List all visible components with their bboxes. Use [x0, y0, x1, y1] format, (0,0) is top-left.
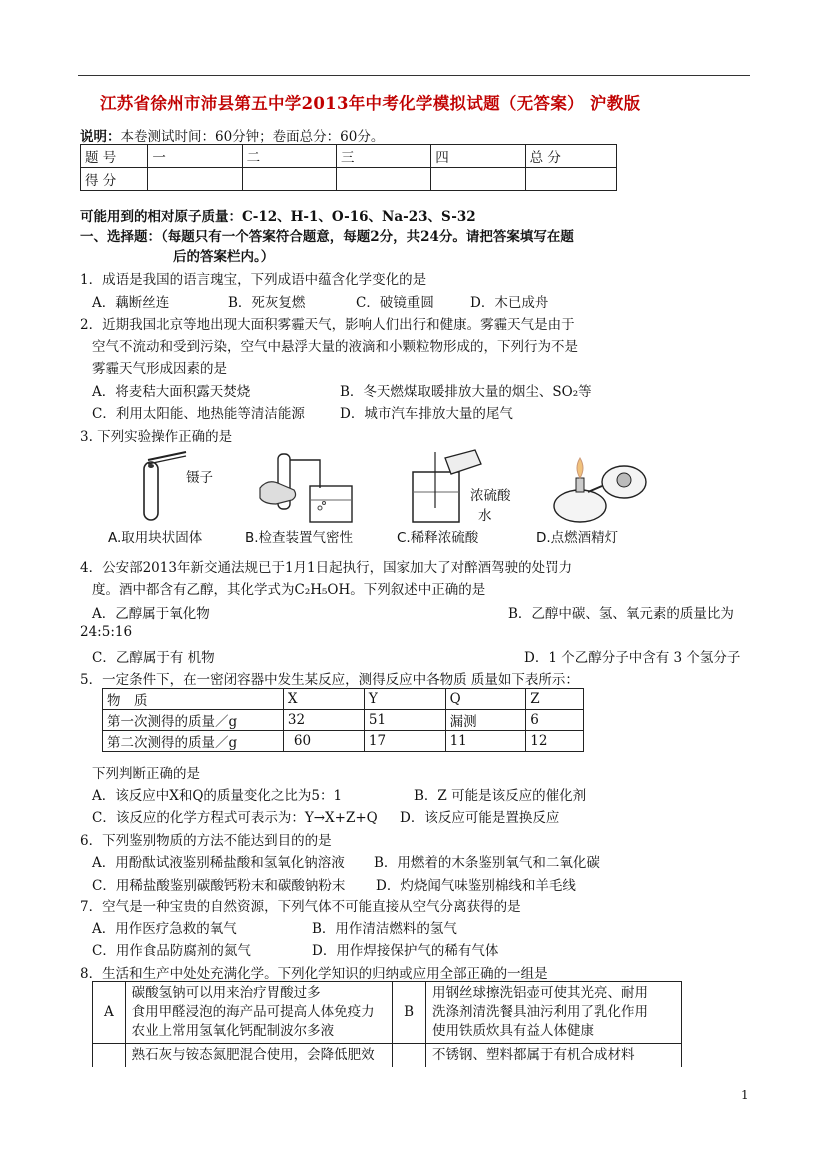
q7-option-c: C．用作食品防腐剂的氮气 — [92, 943, 251, 959]
q1-stem: 1．成语是我国的语言瑰宝，下列成语中蕴含化学变化的是 — [80, 272, 427, 288]
mass-table-header: Z — [526, 689, 584, 710]
q8-a-line: 农业上常用氢氧化钙配制波尔多液 — [131, 1023, 335, 1039]
mass-cell: 第一次测得的质量／g — [103, 710, 284, 731]
q6-option-a: A．用酚酞试液鉴别稀盐酸和氢氧化钠溶液 — [92, 855, 345, 871]
q8-table — [92, 981, 682, 1067]
mass-table-header: Y — [364, 689, 445, 710]
tweezers-tube-figure — [130, 448, 240, 526]
mass-table-header: Q — [445, 689, 526, 710]
q2-option-a: A．将麦秸大面积露天焚烧 — [92, 384, 251, 400]
q2-option-b: B．冬天燃煤取暖排放大量的烟尘、SO₂等 — [340, 384, 592, 400]
q2-line3: 雾霾天气形成因素的是 — [92, 361, 227, 377]
water-label: 水 — [478, 508, 492, 524]
q8-d-line: 不锈钢、塑料都属于有机合成材料 — [425, 1044, 681, 1068]
note-text: 本卷测试时间：60分钟；卷面总分：60分。 — [120, 129, 385, 145]
mass-cell: 17 — [364, 731, 445, 752]
table-row — [103, 710, 584, 731]
airtight-check-figure — [250, 448, 360, 526]
q5-option-b: B．Z 可能是该反应的催化剂 — [414, 788, 587, 804]
acid-label: 浓硫酸 — [470, 488, 511, 504]
q8-b-line: 洗涤剂清洗餐具油污利用了乳化作用 — [431, 1004, 648, 1020]
score-cell: 二 — [242, 145, 336, 168]
section1-line2: 后的答案栏内。） — [173, 249, 275, 265]
q8-a-line: 食用甲醛浸泡的海产品可提高人体免疫力 — [131, 1004, 375, 1020]
q4-option-d: D．1 个乙醇分子中含有 3 个氢分子 — [524, 650, 741, 666]
score-cell: 三 — [336, 145, 430, 168]
note-label: 说明： — [80, 129, 121, 145]
score-cell[interactable] — [525, 168, 616, 191]
note — [80, 125, 384, 145]
q4-option-c: C．乙醇属于有 机物 — [92, 650, 215, 666]
q8-b-line: 用钢丝球擦洗铝壶可使其光亮、耐用 — [431, 985, 648, 1001]
q6-stem: 6．下列鉴别物质的方法不能达到目的的是 — [80, 833, 332, 849]
q5-option-a: A．该反应中X和Q的质量变化之比为5：1 — [92, 788, 343, 804]
mass-cell: 12 — [526, 731, 584, 752]
alcohol-lamp-figure — [550, 448, 660, 526]
q3-stem: 3. 下列实验操作正确的是 — [80, 429, 233, 445]
score-cell: 一 — [148, 145, 242, 168]
q5-option-c: C．该反应的化学方程式可表示为：Y→X+Z+Q — [92, 810, 378, 826]
score-cell[interactable] — [336, 168, 430, 191]
score-cell: 四 — [431, 145, 525, 168]
q8-a-line: 碳酸氢钠可以用来治疗胃酸过多 — [131, 985, 321, 1001]
q1-option-b: B．死灰复燃 — [228, 295, 306, 311]
mass-cell: 51 — [364, 710, 445, 731]
q4-option-b-cont: 24:5:16 — [80, 624, 133, 640]
table-row — [103, 731, 584, 752]
q1-option-c: C．破镜重圆 — [356, 295, 434, 311]
mass-table — [102, 688, 584, 752]
q2-option-d: D．城市汽车排放大量的尾气 — [340, 406, 513, 422]
q1-option-d: D．木已成舟 — [470, 295, 549, 311]
q4-line2: 度。酒中都含有乙醇，其化学式为C₂H₅OH。下列叙述中正确的是 — [92, 582, 486, 598]
q8-b-line: 使用铁质炊具有益人体健康 — [431, 1023, 594, 1039]
mass-cell: 第二次测得的质量／g — [103, 731, 284, 752]
q6-option-d: D．灼烧闻气味鉴别棉线和羊毛线 — [376, 878, 576, 894]
score-cell: 总 分 — [525, 145, 616, 168]
q7-option-b: B．用作清洁燃料的氢气 — [312, 921, 457, 937]
mass-table-header: 物 质 — [103, 689, 284, 710]
mass-cell: 漏测 — [445, 710, 526, 731]
q8-stem: 8．生活和生产中处处充满化学。下列化学知识的归纳或应用全部正确的一组是 — [80, 966, 548, 982]
q8-label-a: A — [93, 982, 126, 1044]
q2-option-c: C．利用太阳能、地热能等清洁能源 — [92, 406, 305, 422]
q6-option-b: B．用燃着的木条鉴别氧气和二氧化碳 — [374, 855, 600, 871]
mass-cell: 32 — [283, 710, 364, 731]
section1-line1: 一、选择题：（每题只有一个答案符合题意，每题2分，共24分。请把答案填写在题 — [80, 229, 574, 245]
q2-line1: 2．近期我国北京等地出现大面积雾霾天气，影响人们出行和健康。雾霾天气是由于 — [80, 317, 575, 333]
q5-stem: 5．一定条件下，在一密闭容器中发生某反应，测得反应中各物质 质量如下表所示： — [80, 672, 579, 688]
mass-cell: 11 — [445, 731, 526, 752]
q3-option-d: D.点燃酒精灯 — [536, 530, 619, 546]
header-rule — [78, 75, 750, 76]
q8-label-b: B — [393, 982, 426, 1044]
q3-option-a: A.取用块状固体 — [108, 530, 203, 546]
tweezers-label: 镊子 — [186, 470, 213, 486]
q4-option-a: A．乙醇属于氧化物 — [92, 606, 210, 622]
score-cell: 得 分 — [81, 168, 148, 191]
atomic-mass: 可能用到的相对原子质量：C-12、H-1、O-16、Na-23、S-32 — [80, 209, 476, 225]
mass-cell: 60 — [283, 731, 364, 752]
mass-table-header: X — [283, 689, 364, 710]
q4-option-b: B．乙醇中碳、氢、氧元素的质量比为 — [508, 606, 734, 622]
page-title: 江苏省徐州市沛县第五中学2013年中考化学模拟试题（无答案） 沪教版 — [100, 94, 641, 113]
q1-option-a: A．藕断丝连 — [92, 295, 170, 311]
q7-option-a: A．用作医疗急救的氧气 — [92, 921, 237, 937]
q8-c-line: 熟石灰与铵态氮肥混合使用，会降低肥效 — [125, 1044, 393, 1068]
score-table — [80, 144, 617, 191]
q2-line2: 空气不流动和受到污染，空气中悬浮大量的液滴和小颗粒物形成的，下列行为不是 — [92, 339, 578, 355]
q6-option-c: C．用稀盐酸鉴别碳酸钙粉末和碳酸钠粉末 — [92, 878, 346, 894]
q3-option-c: C.稀释浓硫酸 — [397, 530, 479, 546]
score-cell[interactable] — [431, 168, 525, 191]
score-cell[interactable] — [242, 168, 336, 191]
q7-option-d: D．用作焊接保护气的稀有气体 — [312, 943, 499, 959]
mass-cell: 6 — [526, 710, 584, 731]
score-cell[interactable] — [148, 168, 242, 191]
score-cell: 题 号 — [81, 145, 148, 168]
q5-option-d: D．该反应可能是置换反应 — [400, 810, 560, 826]
q5-prompt: 下列判断正确的是 — [92, 766, 200, 782]
q7-stem: 7．空气是一种宝贵的自然资源，下列气体不可能直接从空气分离获得的是 — [80, 899, 521, 915]
page-number: 1 — [741, 1088, 749, 1102]
q3-option-b: B.检查装置气密性 — [245, 530, 354, 546]
q4-line1: 4．公安部2013年新交通法规已于1月1日起执行，国家加大了对醉酒驾驶的处罚力 — [80, 560, 573, 576]
